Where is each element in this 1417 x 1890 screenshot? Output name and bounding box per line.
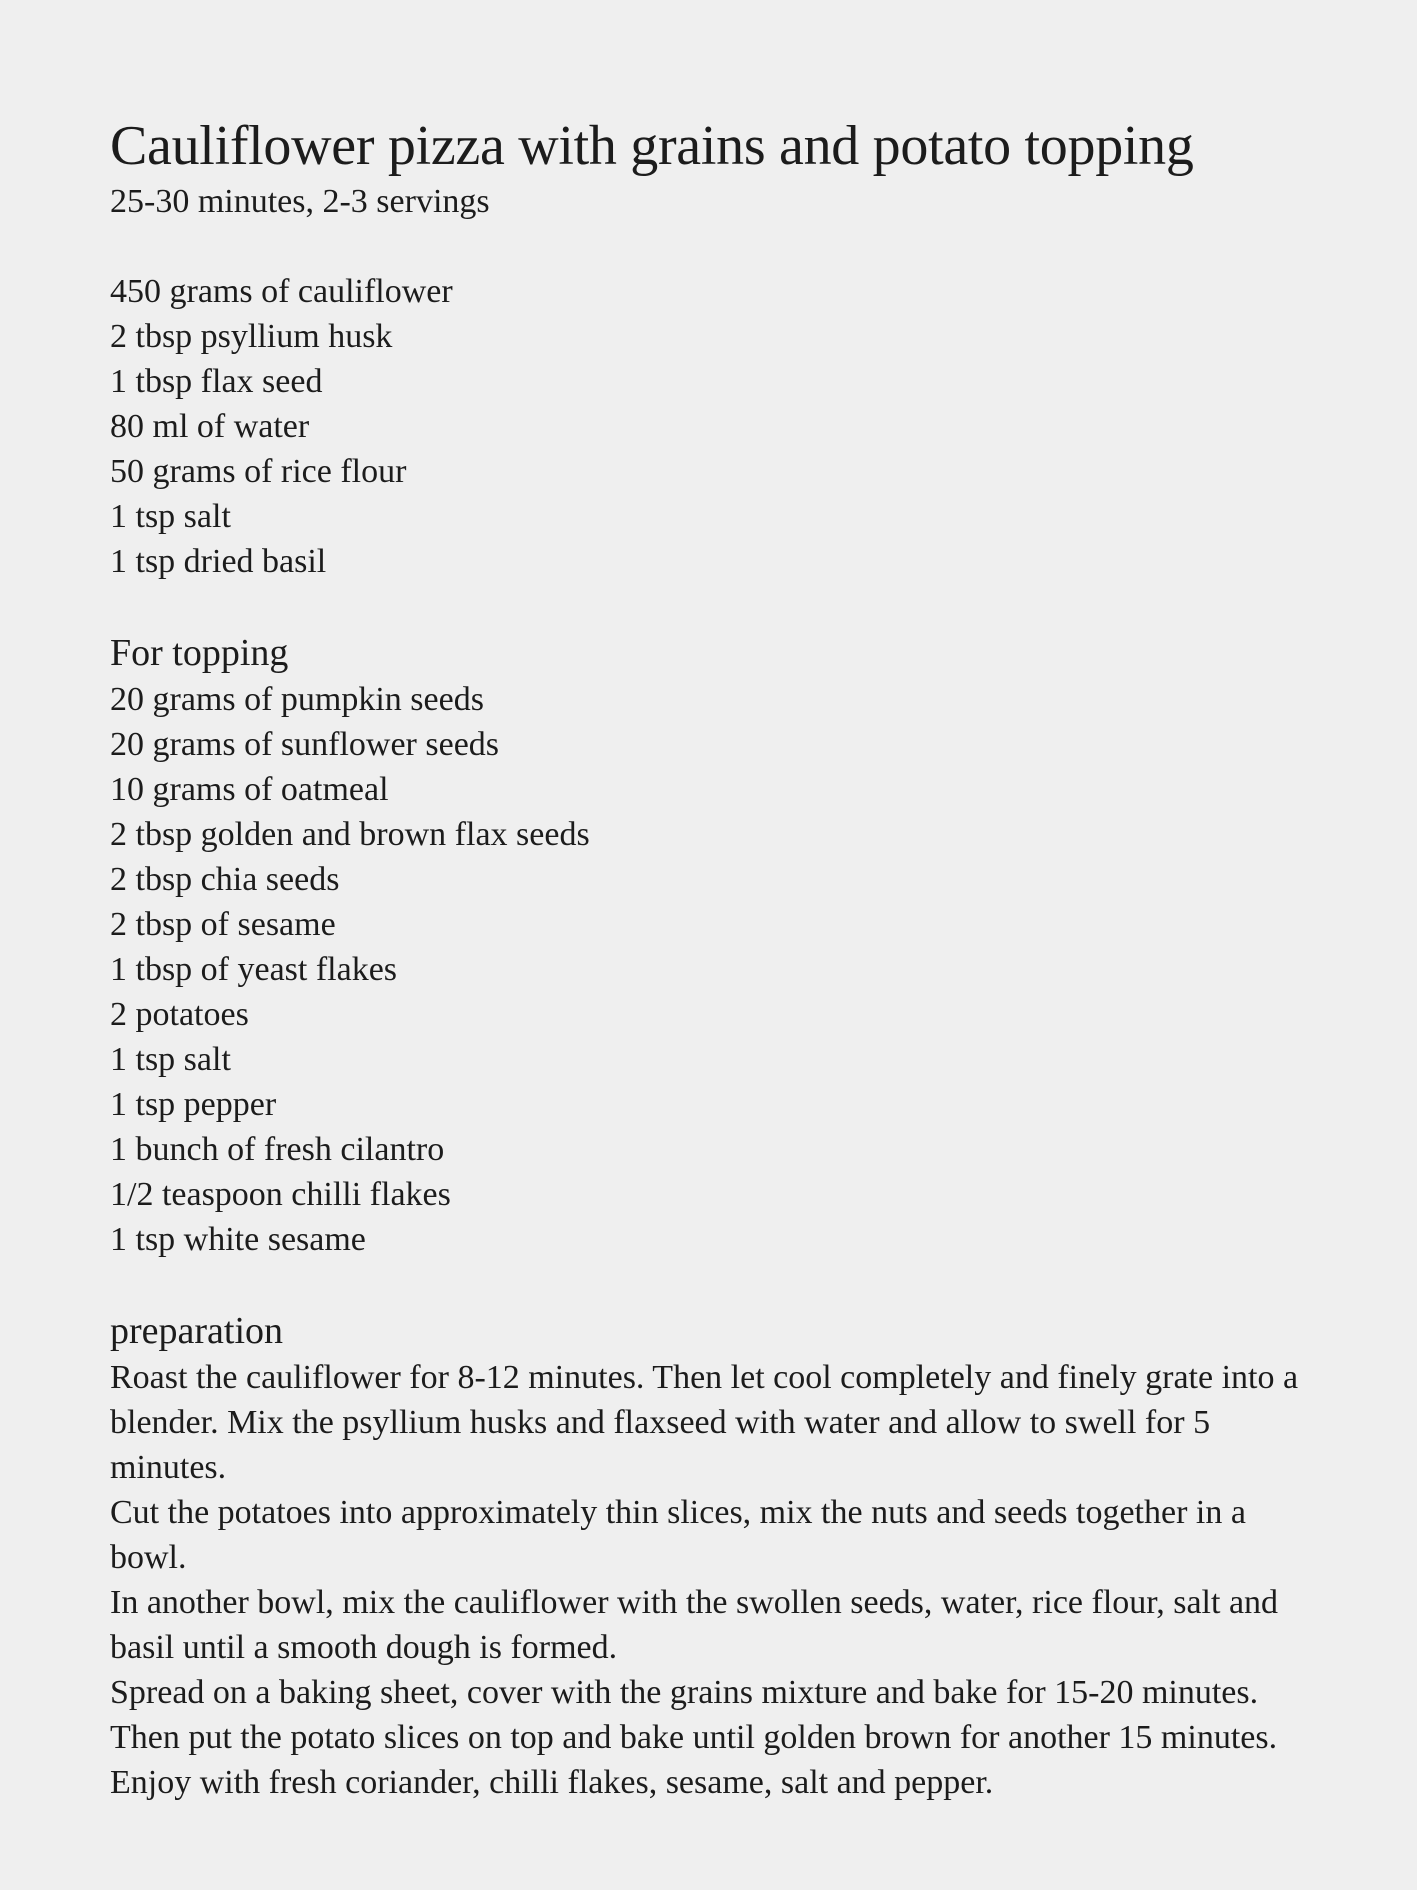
topping-item: 1 tsp white sesame — [110, 1221, 366, 1258]
ingredient-item: 80 ml of water — [110, 408, 310, 445]
ingredient-item: 2 tbsp psyllium husk — [110, 318, 393, 355]
topping-heading: For topping — [110, 632, 289, 674]
topping-item: 1 tbsp of yeast flakes — [110, 951, 398, 988]
ingredient-item: 1 tbsp flax seed — [110, 363, 323, 400]
preparation-heading: preparation — [110, 1310, 284, 1352]
ingredient-list — [110, 269, 1330, 584]
topping-item: 1 tsp pepper — [110, 1086, 277, 1123]
preparation-steps — [110, 1355, 1330, 1805]
topping-item: 2 potatoes — [110, 996, 249, 1033]
topping-item: 2 tbsp golden and brown flax seeds — [110, 816, 590, 853]
preparation-step: Roast the cauliflower for 8-12 minutes. Then let cool completely and finely grate into a blender. Mix the psyllium husks and flaxseed with water and allow to swell for 5 minutes. — [110, 1359, 1299, 1486]
topping-item: 1 tsp salt — [110, 1041, 231, 1078]
ingredient-item: 1 tsp salt — [110, 498, 231, 535]
recipe-document — [110, 112, 1330, 1805]
preparation-step: In another bowl, mix the cauliflower with the swollen seeds, water, rice flour, salt and basil until a smooth dough is formed. — [110, 1584, 1279, 1666]
topping-item: 1/2 teaspoon chilli flakes — [110, 1176, 451, 1213]
topping-item: 20 grams of pumpkin seeds — [110, 681, 484, 718]
preparation-step: Spread on a baking sheet, cover with the grains mixture and bake for 15-20 minutes. Then put the potato slices on top and bake until golden brown for another 15 minutes. — [110, 1674, 1278, 1756]
ingredient-item: 1 tsp dried basil — [110, 543, 327, 580]
ingredient-item: 450 grams of cauliflower — [110, 273, 453, 310]
topping-item: 2 tbsp chia seeds — [110, 861, 340, 898]
topping-item: 1 bunch of fresh cilantro — [110, 1131, 445, 1168]
preparation-step: Cut the potatoes into approximately thin slices, mix the nuts and seeds together in a bowl. — [110, 1494, 1246, 1576]
topping-item: 2 tbsp of sesame — [110, 906, 336, 943]
preparation-step: Enjoy with fresh coriander, chilli flakes, sesame, salt and pepper. — [110, 1764, 994, 1801]
recipe-title: Cauliflower pizza with grains and potato topping — [110, 115, 1194, 177]
topping-list — [110, 677, 1330, 1262]
topping-item: 20 grams of sunflower seeds — [110, 726, 500, 763]
topping-item: 10 grams of oatmeal — [110, 771, 389, 808]
recipe-meta: 25-30 minutes, 2-3 servings — [110, 183, 490, 220]
ingredient-item: 50 grams of rice flour — [110, 453, 407, 490]
